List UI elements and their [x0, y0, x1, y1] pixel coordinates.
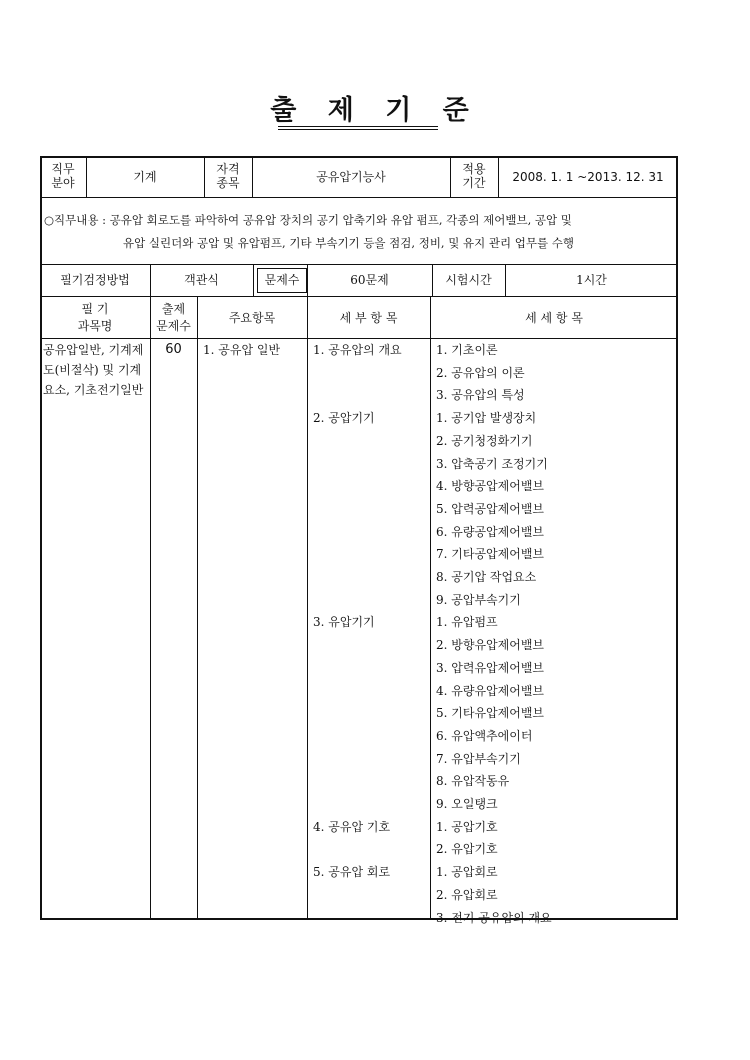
column-divider	[307, 296, 308, 920]
detail-item: 3. 압축공기 조정기기	[436, 456, 548, 471]
subject-name-line2: 도(비절삭) 및 기계	[43, 363, 142, 377]
detail-item: 2. 유압회로	[436, 887, 498, 902]
detail-item: 2. 공유압의 이론	[436, 365, 525, 380]
main-item-header: 주요항목	[228, 311, 276, 325]
detail-item: 2. 유압기호	[436, 842, 498, 857]
sub-item-header: 세 부 항 목	[339, 311, 398, 325]
detail-item: 6. 유량공압제어밸브	[436, 524, 545, 539]
job-content-line2: 유압 실린더와 공압 및 유압펌프, 기타 부속기기 등을 점검, 정비, 및 유지 관리 업무를 수행	[123, 236, 574, 250]
detail-item: 7. 유압부속기기	[436, 751, 521, 766]
detail-item: 5. 기타유압제어밸브	[436, 706, 545, 721]
subject-name-line3: 요소, 기초전기일반	[43, 383, 144, 397]
detail-item: 4. 유량유압제어밸브	[436, 683, 545, 698]
period-value: 2008. 1. 1 ~2013. 12. 31	[512, 170, 664, 184]
main-item: 1. 공유압 일반	[203, 343, 281, 357]
detail-item: 7. 기타공압제어밸브	[436, 547, 545, 562]
page-title: 출 제 기 준	[270, 95, 480, 126]
detail-item: 1. 공압기호	[436, 819, 498, 834]
field-label: 직무 분야	[51, 162, 75, 190]
detail-item: 3. 전기 공유압의 개요	[436, 910, 552, 925]
title-underline	[278, 126, 438, 127]
detail-item: 8. 유압작동유	[436, 774, 510, 789]
exam-time-value: 1시간	[576, 273, 607, 287]
row-divider-columns	[40, 338, 678, 339]
column-divider	[430, 296, 431, 920]
table-frame	[40, 156, 678, 920]
subject-name-line1: 공유압일반, 기계제	[43, 343, 144, 357]
count-header-line2: 문제수	[156, 319, 191, 333]
count-header-line1: 출제	[161, 302, 186, 316]
row-divider-content	[40, 264, 678, 265]
job-content-line1: ○직무내용 : 공유압 회로도를 파악하여 공유압 장치의 공기 압축기와 유압 펌프, 각종의 제어밸브, 공압 및	[44, 213, 572, 227]
detail-item-header: 세 세 항 목	[525, 311, 583, 325]
detail-item: 1. 공압회로	[436, 865, 498, 880]
exam-method-value: 객관식	[184, 273, 219, 287]
question-count-label: 문제수	[264, 273, 300, 287]
subject-header-line2: 과목명	[77, 319, 113, 333]
detail-item: 3. 공유압의 특성	[436, 388, 525, 403]
row-divider-exam	[40, 296, 678, 297]
detail-item: 1. 유압펌프	[436, 615, 498, 630]
column-divider	[197, 296, 198, 920]
column-divider	[150, 296, 151, 920]
subject-question-count: 60	[165, 342, 182, 357]
subject-header-line1: 필 기	[81, 302, 109, 316]
detail-item: 9. 공압부속기기	[436, 592, 521, 607]
qualification-value: 공유압기능사	[316, 170, 386, 184]
detail-item: 1. 공기압 발생장치	[436, 411, 537, 426]
detail-item: 3. 압력유압제어밸브	[436, 660, 545, 675]
row-divider-header	[40, 197, 678, 198]
detail-item: 5. 압력공압제어밸브	[436, 501, 545, 516]
exam-time-label: 시험시간	[445, 273, 492, 287]
question-count-value: 60문제	[350, 273, 389, 287]
title-underline-double	[278, 129, 438, 130]
sub-item: 4. 공유압 기호	[313, 819, 391, 834]
detail-item: 4. 방향공압제어밸브	[436, 479, 545, 494]
sub-item: 3. 유압기기	[313, 615, 375, 630]
detail-item: 2. 방향유압제어밸브	[436, 638, 545, 653]
detail-item: 8. 공기압 작업요소	[436, 570, 537, 584]
period-label: 적용 기간	[462, 162, 486, 190]
detail-item: 9. 오일탱크	[436, 797, 498, 811]
sub-item: 1. 공유압의 개요	[313, 343, 402, 357]
exam-divider	[253, 264, 254, 296]
sub-item: 2. 공압기기	[313, 411, 375, 426]
detail-item: 1. 기초이론	[436, 343, 498, 357]
detail-item: 6. 유압액추에이터	[436, 728, 533, 743]
field-value: 기계	[133, 170, 157, 184]
exam-method-label: 필기검정방법	[60, 273, 130, 287]
qualification-label: 자격 종목	[216, 162, 240, 190]
detail-item: 2. 공기청정화기기	[436, 433, 533, 448]
sub-item: 5. 공유압 회로	[313, 865, 391, 880]
